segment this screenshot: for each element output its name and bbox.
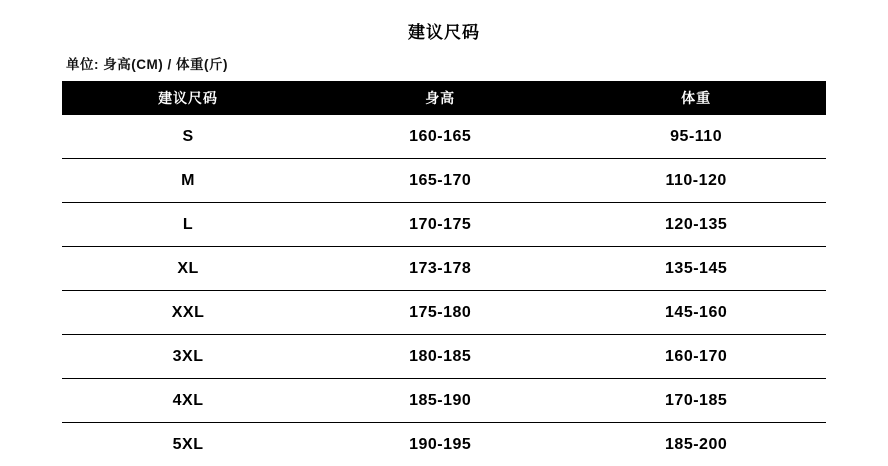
cell-height: 160-165 <box>314 115 566 159</box>
cell-weight: 145-160 <box>566 291 826 335</box>
size-table-container <box>62 81 826 466</box>
cell-size: XL <box>62 247 314 291</box>
cell-size: 3XL <box>62 335 314 379</box>
table-header-row <box>62 81 826 115</box>
table-row <box>62 335 826 379</box>
cell-weight: 135-145 <box>566 247 826 291</box>
table-row <box>62 247 826 291</box>
unit-note: 单位: 身高(CM) / 体重(斤) <box>66 53 888 73</box>
cell-height: 180-185 <box>314 335 566 379</box>
cell-size: L <box>62 203 314 247</box>
cell-height: 165-170 <box>314 159 566 203</box>
cell-size: 4XL <box>62 379 314 423</box>
table-row <box>62 379 826 423</box>
cell-height: 170-175 <box>314 203 566 247</box>
column-header-weight: 体重 <box>566 81 826 115</box>
cell-size: S <box>62 115 314 159</box>
cell-height: 175-180 <box>314 291 566 335</box>
cell-weight: 170-185 <box>566 379 826 423</box>
cell-size: M <box>62 159 314 203</box>
table-row <box>62 159 826 203</box>
table-row <box>62 291 826 335</box>
size-table <box>62 81 826 466</box>
cell-height: 190-195 <box>314 423 566 466</box>
cell-weight: 185-200 <box>566 423 826 466</box>
column-header-size: 建议尺码 <box>62 81 314 115</box>
cell-height: 173-178 <box>314 247 566 291</box>
table-row <box>62 423 826 466</box>
cell-weight: 120-135 <box>566 203 826 247</box>
cell-weight: 95-110 <box>566 115 826 159</box>
table-body <box>62 115 826 466</box>
cell-height: 185-190 <box>314 379 566 423</box>
cell-weight: 160-170 <box>566 335 826 379</box>
cell-size: 5XL <box>62 423 314 466</box>
table-header <box>62 81 826 115</box>
table-row <box>62 115 826 159</box>
column-header-height: 身高 <box>314 81 566 115</box>
page-title: 建议尺码 <box>0 0 888 43</box>
table-row <box>62 203 826 247</box>
cell-size: XXL <box>62 291 314 335</box>
cell-weight: 110-120 <box>566 159 826 203</box>
